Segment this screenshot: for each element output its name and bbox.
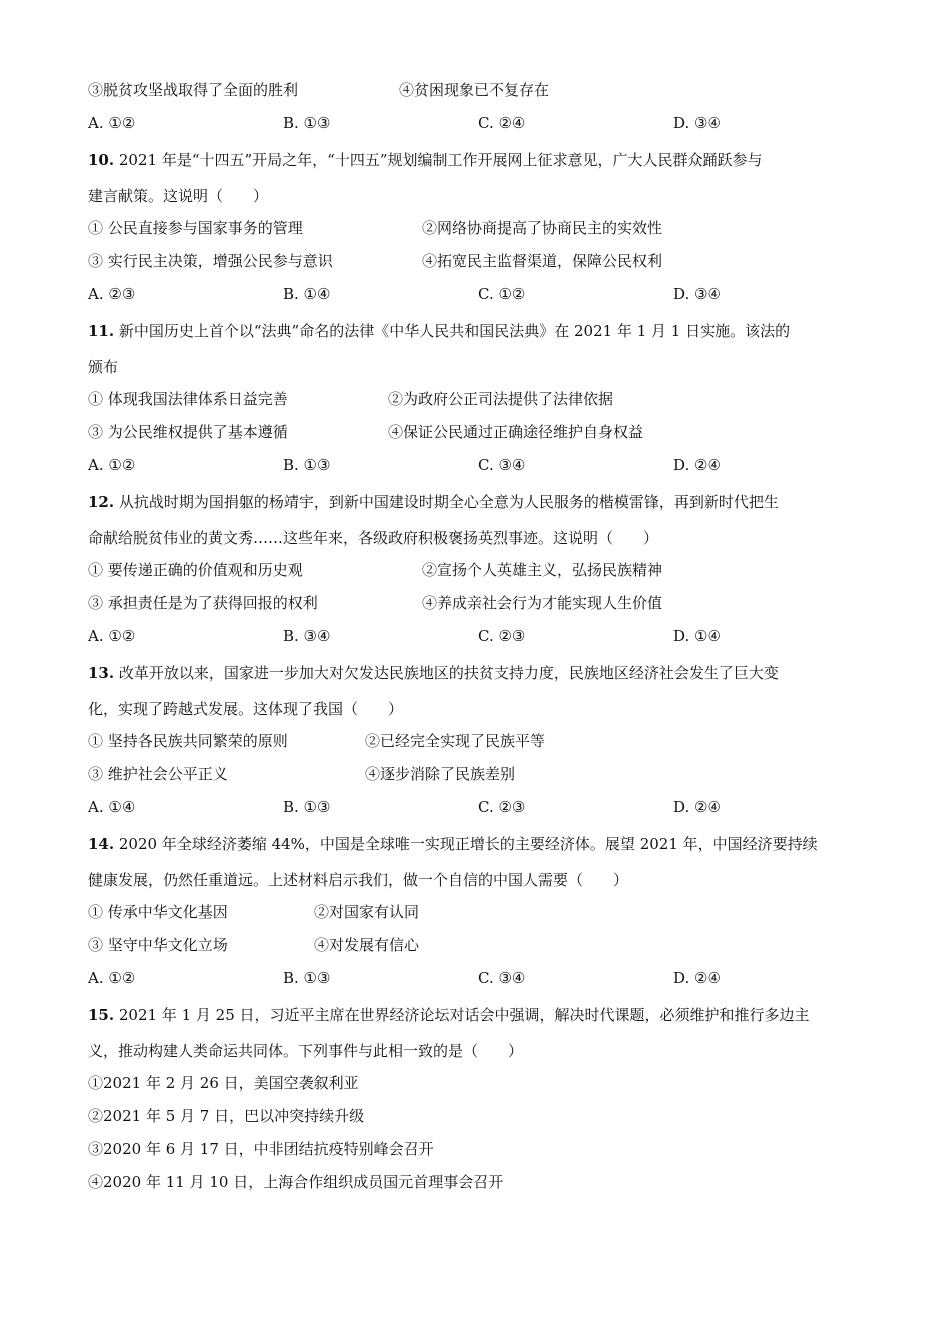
q14-option-1: ① 传承中华文化基因 (88, 903, 228, 921)
q15-number: 15. (88, 1006, 115, 1024)
q9-answer-a: A. ①② (88, 114, 136, 132)
q14-stem (88, 826, 878, 898)
q10-options-row-2 (88, 247, 878, 275)
q11-option-4: ④保证公民通过正确途径维护自身权益 (388, 423, 644, 441)
q13-option-4: ④逐步消除了民族差别 (365, 765, 516, 783)
q12-options-row-1 (88, 556, 878, 584)
q13-stem-line-2: 化，实现了跨越式发展。这体现了我国（ ） (88, 700, 404, 718)
q11-options-row-2 (88, 418, 878, 446)
q10-stem-line-2: 建言献策。这说明（ ） (88, 187, 269, 205)
q11-option-2: ②为政府公正司法提供了法律依据 (388, 390, 614, 408)
q12-option-3: ③ 承担责任是为了获得回报的权利 (88, 594, 318, 612)
q12-answers (88, 622, 878, 650)
q14-answer-d: D. ②④ (673, 969, 721, 987)
q12-answer-d: D. ①④ (673, 627, 721, 645)
q14-stem-line-1: 2020 年全球经济萎缩 44%，中国是全球唯一实现正增长的主要经济体。展望 2021 年，中国经济要持续 (114, 835, 818, 853)
q12-stem-line-2: 命献给脱贫伟业的黄文秀……这些年来，各级政府积极褒扬英烈事迹。这说明（ ） (88, 529, 659, 547)
q10-number: 10. (88, 151, 115, 169)
q12-options-row-2 (88, 589, 878, 617)
q13-stem (88, 655, 878, 727)
q10-stem (88, 142, 878, 214)
q13-option-3: ③ 维护社会公平正义 (88, 765, 228, 783)
q14-answer-a: A. ①② (88, 969, 136, 987)
q9-option-4: ④贫困现象已不复存在 (399, 81, 550, 99)
q10-option-4: ④拓宽民主监督渠道，保障公民权利 (422, 252, 663, 270)
q15-option-4: ④2020 年 11 月 10 日，上海合作组织成员国元首理事会召开 (88, 1173, 504, 1191)
q11-option-3: ③ 为公民维权提供了基本遵循 (88, 423, 288, 441)
q9-answer-b: B. ①③ (283, 114, 331, 132)
q14-answer-c: C. ③④ (478, 969, 526, 987)
q13-answers (88, 793, 878, 821)
q13-options-row-1 (88, 727, 878, 755)
q15-option-3: ③2020 年 6 月 17 日，中非团结抗疫特别峰会召开 (88, 1140, 434, 1158)
q11-stem (88, 313, 878, 385)
q10-answers (88, 280, 878, 308)
q12-number: 12. (88, 493, 115, 511)
q12-option-2: ②宣扬个人英雄主义，弘扬民族精神 (422, 561, 663, 579)
q13-answer-a: A. ①④ (88, 798, 136, 816)
q11-answer-d: D. ②④ (673, 456, 721, 474)
q15-stem-line-1: 2021 年 1 月 25 日，习近平主席在世界经济论坛对话会中强调，解决时代课题，必须维护和推行多边主 (114, 1006, 810, 1024)
q10-answer-c: C. ①② (478, 285, 526, 303)
q10-answer-a: A. ②③ (88, 285, 136, 303)
q9-option-3: ③脱贫攻坚战取得了全面的胜利 (88, 81, 299, 99)
q11-option-1: ① 体现我国法律体系日益完善 (88, 390, 288, 408)
q13-option-2: ②已经完全实现了民族平等 (365, 732, 546, 750)
q11-number: 11. (88, 322, 115, 340)
q9-options-row-2 (88, 76, 878, 104)
q14-number: 14. (88, 835, 115, 853)
q10-options-row-1 (88, 214, 878, 242)
q14-option-2: ②对国家有认同 (314, 903, 420, 921)
q15-option-1: ①2021 年 2 月 26 日，美国空袭叙利亚 (88, 1074, 359, 1092)
q14-option-4: ④对发展有信心 (314, 936, 420, 954)
q14-options-row-1 (88, 898, 878, 926)
q15-stem (88, 997, 878, 1069)
q10-answer-b: B. ①④ (283, 285, 331, 303)
q12-stem-line-1: 从抗战时期为国捐躯的杨靖宇，到新中国建设时期全心全意为人民服务的楷模雷锋，再到新时代把生 (114, 493, 779, 511)
q15-option-2: ②2021 年 5 月 7 日，巴以冲突持续升级 (88, 1107, 365, 1125)
q11-stem-line-2: 颁布 (88, 358, 119, 376)
q10-option-1: ① 公民直接参与国家事务的管理 (88, 219, 303, 237)
q9-answers (88, 109, 878, 137)
q9-answer-c: C. ②④ (478, 114, 526, 132)
q10-stem-line-1: 2021 年是“十四五”开局之年，“十四五”规划编制工作开展网上征求意见，广大人民群众踊跃参与 (114, 151, 763, 169)
q14-options-row-2 (88, 931, 878, 959)
q14-option-3: ③ 坚守中华文化立场 (88, 936, 228, 954)
q12-option-1: ① 要传递正确的价值观和历史观 (88, 561, 303, 579)
q12-answer-c: C. ②③ (478, 627, 526, 645)
q15-stem-line-2: 义，推动构建人类命运共同体。下列事件与此相一致的是（ ） (88, 1042, 524, 1060)
q13-answer-c: C. ②③ (478, 798, 526, 816)
q10-option-3: ③ 实行民主决策，增强公民参与意识 (88, 252, 333, 270)
q14-answer-b: B. ①③ (283, 969, 331, 987)
q11-answer-c: C. ③④ (478, 456, 526, 474)
q14-stem-line-2: 健康发展，仍然任重道远。上述材料启示我们，做一个自信的中国人需要（ ） (88, 871, 629, 889)
q12-answer-a: A. ①② (88, 627, 136, 645)
exam-page (88, 76, 878, 1201)
q12-answer-b: B. ③④ (283, 627, 331, 645)
q11-answers (88, 451, 878, 479)
q13-options-row-2 (88, 760, 878, 788)
q13-option-1: ① 坚持各民族共同繁荣的原则 (88, 732, 288, 750)
q9-answer-d: D. ③④ (673, 114, 721, 132)
q11-stem-line-1: 新中国历史上首个以“法典”命名的法律《中华人民共和国民法典》在 2021 年 1 月 1 日实施。该法的 (114, 322, 791, 340)
q11-options-row-1 (88, 385, 878, 413)
q10-answer-d: D. ③④ (673, 285, 721, 303)
q13-answer-d: D. ②④ (673, 798, 721, 816)
q10-option-2: ②网络协商提高了协商民主的实效性 (422, 219, 663, 237)
q13-number: 13. (88, 664, 115, 682)
q11-answer-a: A. ①② (88, 456, 136, 474)
q13-stem-line-1: 改革开放以来，国家进一步加大对欠发达民族地区的扶贫支持力度，民族地区经济社会发生了巨大变 (114, 664, 779, 682)
q11-answer-b: B. ①③ (283, 456, 331, 474)
q14-answers (88, 964, 878, 992)
q12-stem (88, 484, 878, 556)
q13-answer-b: B. ①③ (283, 798, 331, 816)
q12-option-4: ④养成亲社会行为才能实现人生价值 (422, 594, 663, 612)
